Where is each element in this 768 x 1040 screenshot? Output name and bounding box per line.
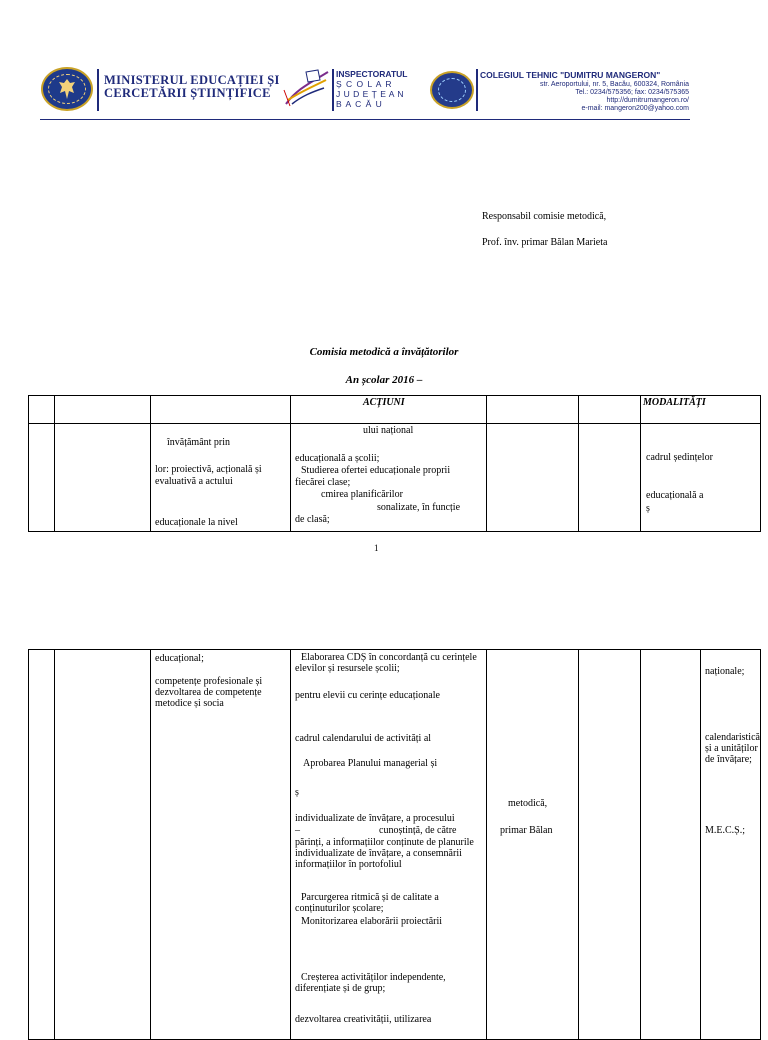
table-cell xyxy=(55,424,151,532)
college-address: str. Aeroportului, nr. 5, Bacău, 600324, România xyxy=(539,81,689,88)
table-cell xyxy=(579,650,641,1040)
eagle-icon xyxy=(57,77,77,101)
table-cell xyxy=(641,650,701,1040)
responsible-name: Prof. înv. primar Bălan Marieta xyxy=(482,237,608,248)
table-cell xyxy=(29,424,55,532)
table-cell xyxy=(487,424,579,532)
table-cell-obiective: educațional; competențe profesionale și dezvoltarea de competențe metodice și socia xyxy=(151,650,291,1040)
college-email: e-mail: mangeron200@yahoo.com xyxy=(581,105,689,112)
school-year: An școlar 2016 – xyxy=(345,374,423,386)
table-cell xyxy=(29,650,55,1040)
college-web: http://dumitrumangeron.ro/ xyxy=(606,97,689,104)
activities-table-page2 xyxy=(28,649,761,1040)
divider xyxy=(97,69,99,111)
table-cell-modalitati: cadrul ședințelor educațională a ș xyxy=(641,424,761,532)
responsible-role: Responsabil comisie metodică, xyxy=(482,211,607,222)
table-cell xyxy=(55,650,151,1040)
divider xyxy=(332,69,334,111)
header-cell-actiuni: ACȚIUNI xyxy=(291,396,487,424)
table-cell xyxy=(579,424,641,532)
header-cell xyxy=(487,396,579,424)
college-name: COLEGIUL TEHNIC "DUMITRU MANGERON" xyxy=(480,70,661,80)
college-seal xyxy=(430,71,474,109)
table-cell-obiective: învățământ prin lor: proiectivă, acțională și evaluativă a actului educaționale la nivel xyxy=(151,424,291,532)
ministry-name: MINISTERUL EDUCAȚIEI ȘI CERCETĂRII ȘTIINȚIFICE xyxy=(104,73,280,100)
page-number: 1 xyxy=(374,543,379,553)
college-phone: Tel.: 0234/575356; fax: 0234/575365 xyxy=(575,89,689,96)
header-cell xyxy=(579,396,641,424)
table-cell-responsabil: metodică, primar Bălan xyxy=(487,650,579,1040)
divider xyxy=(476,69,478,111)
romania-coat-of-arms-seal xyxy=(41,67,93,111)
activities-table-page1 xyxy=(28,395,761,532)
table-cell-modalitati: naționale; calendaristică și a unităților de învățare; M.E.C.Ș.; xyxy=(701,650,761,1040)
isj-book-logo xyxy=(282,66,332,108)
isj-name: INSPECTORATUL Ș C O L A R J U D E Ț E A N B A C Ă U xyxy=(336,69,408,109)
header-cell-modalitati: MODALITĂȚI xyxy=(641,396,761,424)
table-cell-actiuni: ului național educațională a școlii; Studierea ofertei educaționale proprii fiecărei clase; cmirea planificărilor sonalizate, în funcție de clasă; xyxy=(291,424,487,532)
header-cell xyxy=(55,396,151,424)
header-cell xyxy=(151,396,291,424)
table-cell-actiuni: Elaborarea CDȘ în concordanță cu cerințele elevilor și resursele școlii; pentru elevii cu cerințe educaționale cadrul calendarului de activități al Aprobarea Planului managerial și ș individualizate de învățare, a procesului – cunoștință, de către părinți, a informațiilor conținute de planurile individualizate de învățare, a consemnării informațiilor în portofoliul Parcurgerea ritmică și de calitate a conținuturilor școlare; Monitorizarea elaborării proiectării Creșterea activităților independente, diferențiate și de grup; dezvoltarea creativității, utilizarea xyxy=(291,650,487,1040)
header-rule xyxy=(40,119,690,120)
document-title: Comisia metodică a învățătorilor xyxy=(309,346,459,358)
header-cell xyxy=(29,396,55,424)
